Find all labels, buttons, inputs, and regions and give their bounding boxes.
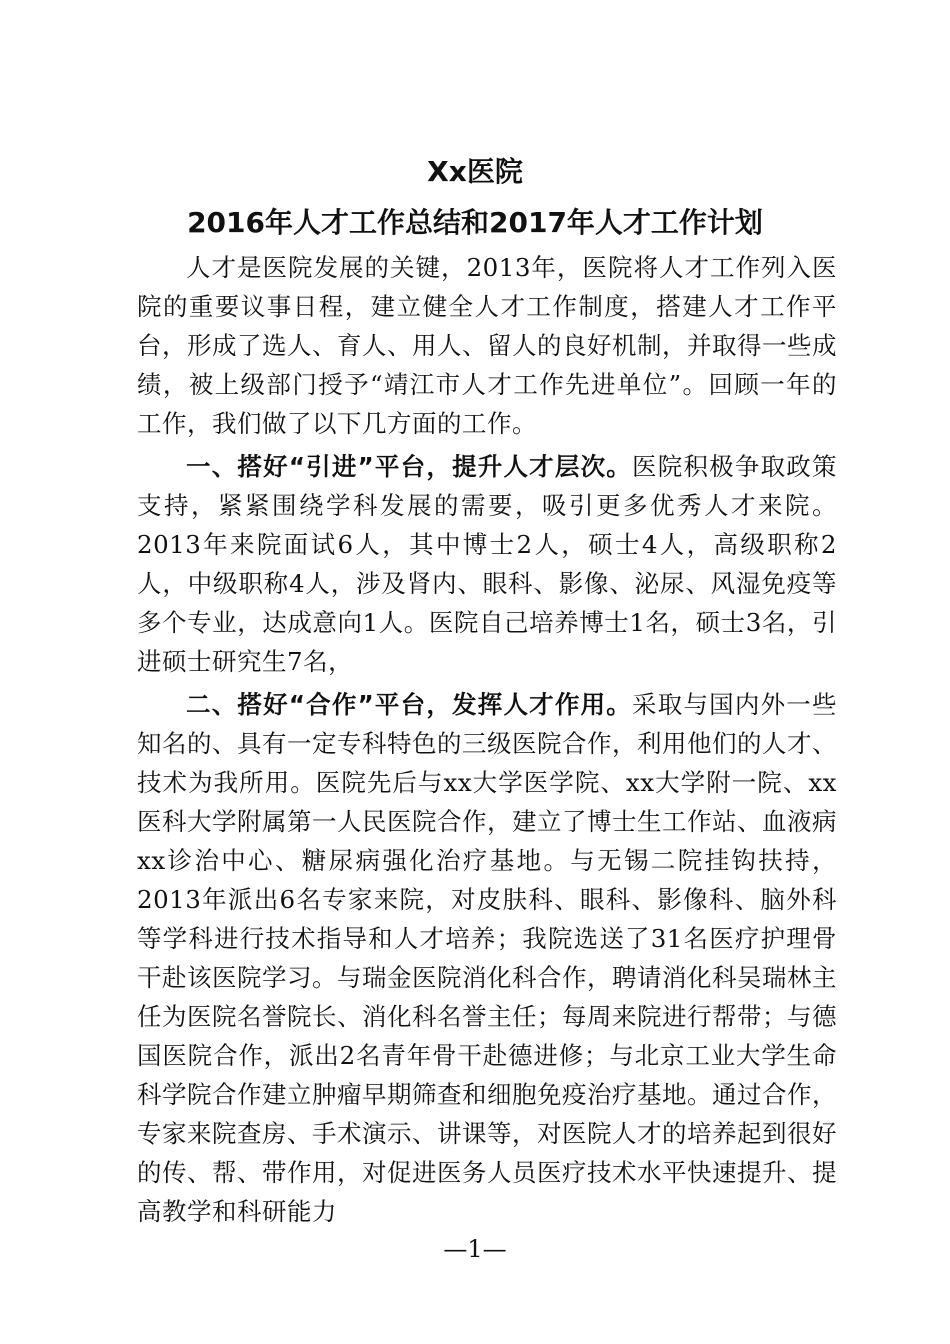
section-2-heading: 二、搭好“合作”平台，发挥人才作用。: [186, 690, 633, 719]
section-1-heading: 一、搭好“引进”平台，提升人才层次。: [186, 452, 633, 481]
document-body: [137, 248, 837, 1231]
document-title-hospital: Xx医院: [427, 155, 523, 188]
section-2-text: 采取与国内外一些知名的、具有一定专科特色的三级医院合作，利用他们的人才、技术为我所用。医院先后与xx大学医学院、xx大学附一院、xx医科大学附属第一人民医院合作，建立了博士生工作站、血液病xx诊治中心、糖尿病强化治疗基地。与无锡二院挂钩扶持，2013年派出6名专家来院，对皮肤科、眼科、影像科、脑外科等学科进行技术指导和人才培养；我院选送了31名医疗护理骨干赴该医院学习。与瑞金医院消化科合作，聘请消化科吴瑞林主任为医院名誉院长、消化科名誉主任；每周来院进行帮带；与德国医院合作，派出2名青年骨干赴德进修；与北京工业大学生命科学院合作建立肿瘤早期筛查和细胞免疫治疗基地。通过合作，专家来院查房、手术演示、讲课等，对医院人才的培养起到很好的传、帮、带作用，对促进医务人员医疗技术水平快速提升、提高教学和科研能力: [137, 690, 838, 1226]
document-title-main: 2016年人才工作总结和2017年人才工作计划: [187, 206, 763, 239]
section-1-text: 医院积极争取政策支持，紧紧围绕学科发展的需要，吸引更多优秀人才来院。2013年来院面试6人，其中博士2人，硕士4人，高级职称2人，中级职称4人，涉及肾内、眼科、影像、泌尿、风湿免疫等多个专业，达成意向1人。医院自己培养博士1名，硕士3名，引进硕士研究生7名，: [137, 452, 838, 676]
page-number: —1—: [443, 1235, 507, 1263]
section-1-paragraph: [137, 447, 837, 681]
intro-paragraph: 人才是医院发展的关键，2013年，医院将人才工作列入医院的重要议事日程，建立健全人才工作制度，搭建人才工作平台，形成了选人、育人、用人、留人的良好机制，并取得一些成绩，被上级部门授予“靖江市人才工作先进单位”。回顾一年的工作，我们做了以下几方面的工作。: [137, 253, 837, 438]
section-2-paragraph: [137, 685, 837, 1231]
